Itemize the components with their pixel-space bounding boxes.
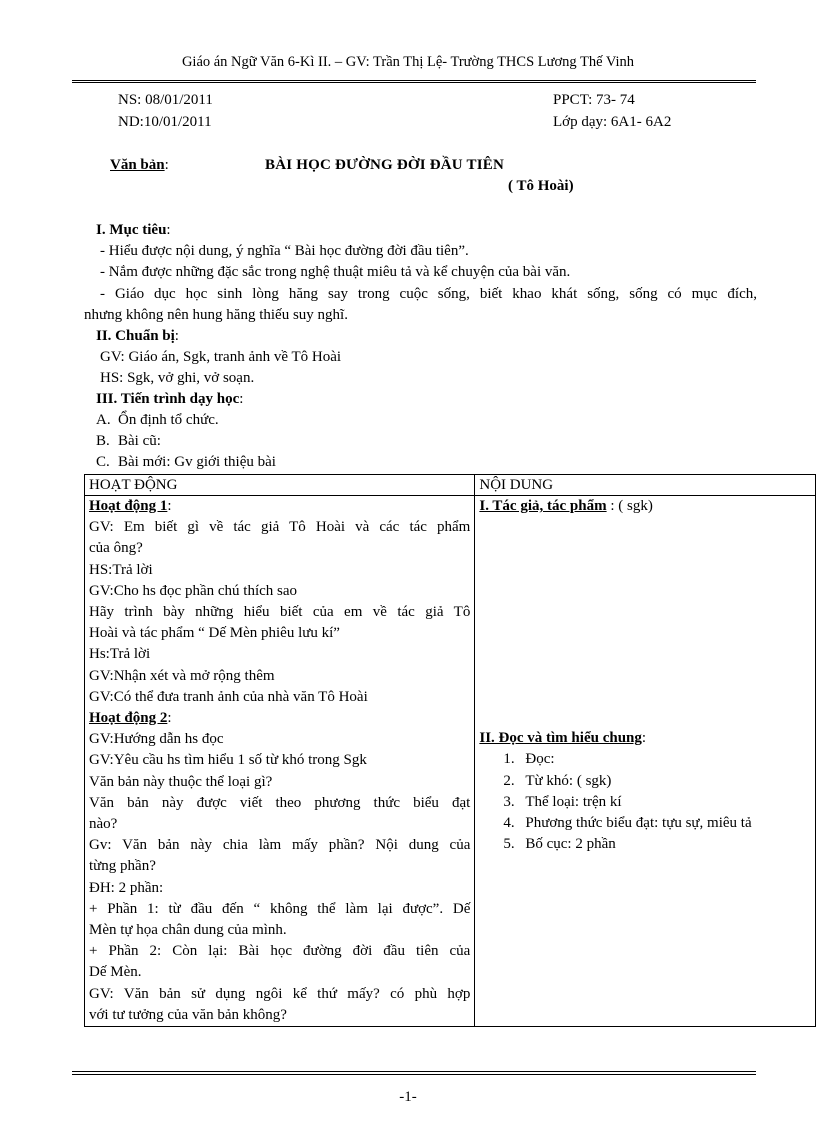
activity-line: Văn bản này được viết theo phương thức biểu đạt xyxy=(89,794,471,811)
lop-day: Lớp dạy: 6A1- 6A2 xyxy=(553,114,672,130)
page-header-title: Giáo án Ngữ Văn 6-Kì II. – GV: Trần Thị Lệ- Trường THCS Lương Thế Vinh xyxy=(181,54,635,70)
van-ban-label: Văn bản xyxy=(110,157,165,173)
table-row xyxy=(85,496,816,1027)
activity-line: + Phần 2: Còn lại: Bài học đường đời đầu tiên của xyxy=(89,943,471,960)
activity-line: Văn bản này thuộc thể loại gì? xyxy=(89,773,273,790)
van-ban-colon: : xyxy=(164,157,169,173)
chuan-bi-heading: II. Chuẩn bị xyxy=(96,328,175,344)
chuan-bi-colon: : xyxy=(174,328,179,344)
page-number: -1- xyxy=(399,1089,417,1105)
noi-dung-1-row: I. Tác giả, tác phẩm : ( sgk) xyxy=(479,498,653,514)
hoat-dong-2-heading: Hoạt động 2 xyxy=(89,710,168,727)
muc-tieu-item: - Nắm được những đặc sắc trong nghệ thuật miêu tả và kể chuyện của bài văn. xyxy=(100,264,571,280)
muc-tieu-heading-row xyxy=(96,220,171,241)
chuan-bi-item: GV: Giáo án, Sgk, tranh ảnh về Tô Hoài xyxy=(100,349,342,365)
activity-line: với tư tưởng của văn bản không? xyxy=(89,1006,287,1023)
muc-tieu-heading: I. Mục tiêu xyxy=(96,222,167,238)
muc-tieu-item: nhưng không nên hung hăng thiếu suy nghĩ. xyxy=(84,307,348,323)
tien-trinh-item: B. Bài cũ: xyxy=(96,433,161,449)
list-item: 4. Phương thức biểu đạt: tựu sự, miêu tả xyxy=(503,815,752,832)
tien-trinh-heading-row xyxy=(96,389,243,410)
hoat-dong-2-heading-row: Hoạt động 2: xyxy=(89,710,172,727)
hoat-dong-1-heading-row: Hoạt động 1: xyxy=(89,498,172,514)
activity-line: Hãy trình bày những hiểu biết của em về tác giả Tô xyxy=(89,604,471,621)
ngay-soan: NS: 08/01/2011 xyxy=(118,92,213,108)
muc-tieu-item: - Hiểu được nội dung, ý nghĩa “ Bài học đường đời đầu tiên”. xyxy=(100,243,469,259)
activity-line: GV: Em biết gì về tác giả Tô Hoài và các tác phẩm xyxy=(89,519,471,536)
list-item: 3. Thể loại: trện kí xyxy=(503,793,622,810)
lesson-table xyxy=(84,474,816,1027)
chuan-bi-item: HS: Sgk, vở ghi, vở soạn. xyxy=(100,370,255,386)
doc-tim-hieu-heading: II. Đọc và tìm hiểu chung xyxy=(479,730,642,747)
ngay-day: ND:10/01/2011 xyxy=(118,114,212,130)
activity-line: nào? xyxy=(89,816,118,833)
activity-line: Hoài và tác phẩm “ Dế Mèn phiêu lưu kí” xyxy=(89,625,340,642)
ppct: PPCT: 73- 74 xyxy=(553,92,635,108)
activity-line: của ông? xyxy=(89,540,143,557)
footer-divider xyxy=(72,1071,756,1075)
hoat-dong-1-heading: Hoạt động 1 xyxy=(89,498,168,514)
activity-line: ĐH: 2 phần: xyxy=(89,879,164,896)
van-ban-label-row xyxy=(110,157,169,174)
table-header-row xyxy=(85,475,816,496)
activity-line: GV:Có thể đưa tranh ảnh của nhà văn Tô Hoài xyxy=(89,688,368,705)
activity-line: Hs:Trả lời xyxy=(89,646,151,663)
activity-line: Gv: Văn bản này chia làm mấy phần? Nội dung của xyxy=(89,837,471,854)
tien-trinh-heading: III. Tiến trình dạy học xyxy=(96,391,240,407)
header-divider xyxy=(72,80,756,83)
hoat-dong-1-lines xyxy=(89,517,470,708)
muc-tieu-colon: : xyxy=(166,222,171,238)
doc-tim-hieu-list xyxy=(479,749,811,855)
hoat-dong-cell xyxy=(85,496,475,1027)
hoat-dong-header: HOẠT ĐỘNG xyxy=(85,475,475,496)
chuan-bi-heading-row xyxy=(96,326,179,347)
activity-line: GV:Yêu cầu hs tìm hiểu 1 số từ khó trong Sgk xyxy=(89,752,367,769)
activity-line: GV:Nhận xét và mở rộng thêm xyxy=(89,667,275,684)
activity-line: Dế Mèn. xyxy=(89,964,142,981)
noi-dung-cell xyxy=(475,496,816,1027)
noi-dung-header: NỘI DUNG xyxy=(475,475,816,496)
list-item: 5. Bố cục: 2 phần xyxy=(503,836,616,853)
muc-tieu-item: - Giáo dục học sinh lòng hăng say trong cuộc sống, biết khao khát sống, sống có mục đích, xyxy=(100,286,757,302)
activity-line: GV:Cho hs đọc phần chú thích sao xyxy=(89,582,298,599)
tien-trinh-item: A. Ổn định tổ chức. xyxy=(96,412,219,428)
tien-trinh-item: C. Bài mới: Gv giới thiệu bài xyxy=(96,454,276,470)
list-item: 2. Từ khó: ( sgk) xyxy=(503,772,612,789)
tac-gia-tac-pham-heading: I. Tác giả, tác phẩm xyxy=(479,498,607,514)
tien-trinh-colon: : xyxy=(239,391,244,407)
activity-line: từng phần? xyxy=(89,858,156,875)
activity-line: HS:Trả lời xyxy=(89,561,153,578)
hoat-dong-2-lines xyxy=(89,729,470,1026)
activity-line: GV:Hướng dẫn hs đọc xyxy=(89,731,224,748)
noi-dung-2-row: II. Đọc và tìm hiểu chung: xyxy=(479,730,647,747)
cell-spacer xyxy=(479,517,811,728)
activity-line: GV: Văn bản sử dụng ngôi kể thứ mấy? có phù hợp xyxy=(89,985,471,1002)
document-title: BÀI HỌC ĐƯỜNG ĐỜI ĐẦU TIÊN xyxy=(265,157,504,173)
list-item: 1. Đọc: xyxy=(503,751,555,768)
document-author: ( Tô Hoài) xyxy=(508,178,574,194)
activity-line: Mèn tự họa chân dung của mình. xyxy=(89,922,287,939)
activity-line: + Phần 1: từ đầu đến “ không thể làm lại được”. Dế xyxy=(89,900,471,917)
